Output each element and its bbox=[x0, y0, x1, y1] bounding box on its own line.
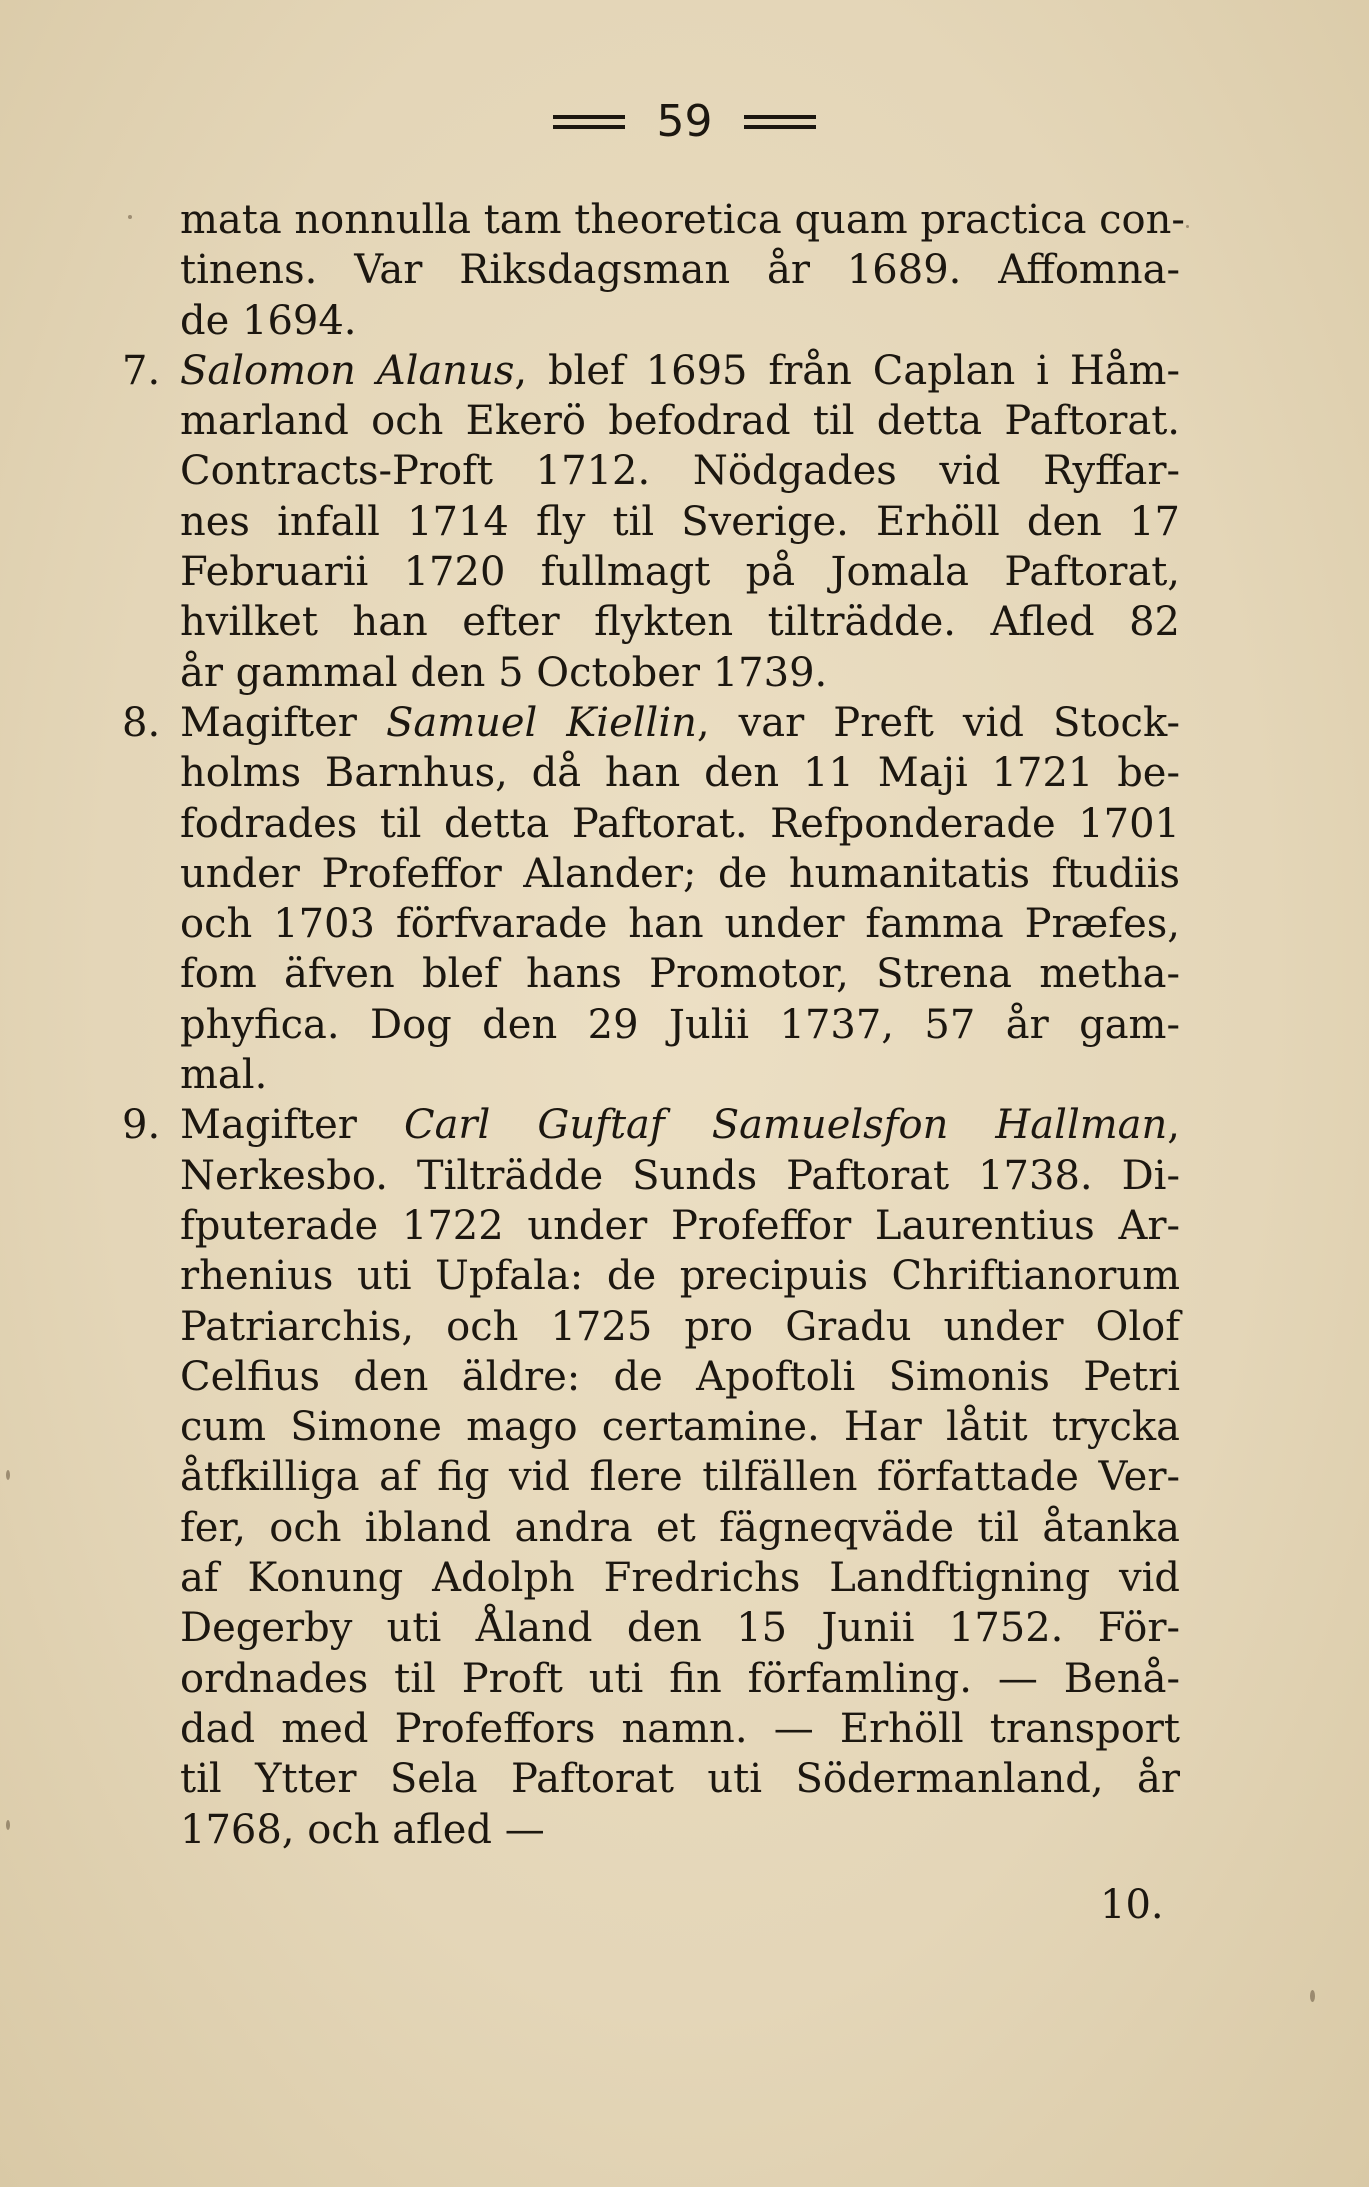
text-line: fom äfven blef hans Promotor, Strena metha- bbox=[180, 951, 1180, 998]
text-line: fodrades til detta Paftorat. Refponderade 1701 bbox=[180, 800, 1180, 847]
paper-speck bbox=[6, 1820, 10, 1830]
text-line: fputerade 1722 under Profeffor Laurentius Ar- bbox=[180, 1202, 1180, 1249]
person-name: Salomon Alanus bbox=[180, 347, 515, 394]
text-fragment: , bbox=[1167, 1102, 1180, 1149]
person-name: Carl Guftaf Samuelsfon Hallman bbox=[403, 1102, 1168, 1149]
body-text bbox=[122, 195, 1185, 1855]
text-line: år gammal den 5 October 1739. bbox=[180, 649, 828, 696]
text-line: Celfius den äldre: de Apoftoli Simonis Petri bbox=[180, 1353, 1180, 1400]
text-fragment: , var Preft vid Stock- bbox=[696, 699, 1180, 746]
text-line: til Ytter Sela Paftorat uti Södermanland, år bbox=[180, 1756, 1180, 1803]
text-line: Patriarchis, och 1725 pro Gradu under Olof bbox=[180, 1303, 1180, 1350]
text-line: de 1694. bbox=[180, 297, 357, 344]
paragraph-continuation bbox=[180, 195, 1185, 346]
text-line: Nerkesbo. Tilträdde Sunds Paftorat 1738. Di- bbox=[180, 1152, 1180, 1199]
entry-number: 9. bbox=[122, 1102, 161, 1149]
text-line: hvilket han efter flykten tilträdde. Afled 82 bbox=[180, 599, 1180, 646]
text-line: tinens. Var Riksdagsman år 1689. Affomna- bbox=[180, 247, 1180, 294]
entry-number: 8. bbox=[122, 699, 161, 746]
page-number: 59 bbox=[656, 96, 713, 147]
paper-speck bbox=[1310, 1990, 1315, 2002]
header-rule-right bbox=[744, 115, 816, 129]
text-line bbox=[122, 1100, 1180, 1150]
text-line: af Konung Adolph Fredrichs Landftigning vid bbox=[180, 1555, 1180, 1602]
entry-9 bbox=[122, 1100, 1180, 1854]
page-header bbox=[0, 92, 1369, 152]
text-line: rhenius uti Upfala: de precipuis Chriftianorum bbox=[180, 1253, 1180, 1300]
paper-speck bbox=[128, 215, 132, 219]
text-line bbox=[122, 698, 1180, 748]
text-line: marland och Ekerö befodrad til detta Paftorat. bbox=[180, 398, 1180, 445]
text-line bbox=[122, 346, 1180, 396]
text-line: Contracts-Proft 1712. Nödgades vid Ryffar- bbox=[180, 448, 1180, 495]
text-line: cum Simone mago certamine. Har låtit trycka bbox=[180, 1404, 1180, 1451]
entry-7 bbox=[122, 346, 1180, 698]
text-line: 1768, och afled — bbox=[180, 1806, 545, 1853]
text-fragment: , blef 1695 från Caplan i Håm- bbox=[514, 347, 1180, 394]
text-line: under Profeffor Alander; de humanitatis ftudiis bbox=[180, 850, 1180, 897]
text-line: åtfkilliga af fig vid flere tilfällen författade Ver- bbox=[180, 1454, 1180, 1501]
header-rule-left bbox=[553, 115, 625, 129]
text-line: och 1703 förfvarade han under famma Præfes, bbox=[180, 901, 1180, 948]
text-fragment: Magifter bbox=[180, 1102, 404, 1149]
text-line: Februarii 1720 fullmagt på Jomala Paftorat, bbox=[180, 549, 1180, 596]
text-line: mal. bbox=[180, 1052, 268, 1099]
text-line: nes infall 1714 fly til Sverige. Erhöll den 17 bbox=[180, 498, 1180, 545]
paper-speck bbox=[6, 1470, 10, 1480]
entry-number: 7. bbox=[122, 347, 161, 394]
person-name: Samuel Kiellin bbox=[385, 699, 697, 746]
text-fragment: Magifter bbox=[180, 699, 386, 746]
text-line: dad med Profeffors namn. — Erhöll transport bbox=[180, 1705, 1180, 1752]
catchword: 10. bbox=[1100, 1882, 1164, 1928]
text-line: Degerby uti Åland den 15 Junii 1752. För- bbox=[180, 1605, 1180, 1652]
text-line: fer, och ibland andra et fägneqväde til åtanka bbox=[180, 1504, 1180, 1551]
entry-8 bbox=[122, 698, 1180, 1100]
text-line: phyfica. Dog den 29 Julii 1737, 57 år gam- bbox=[180, 1001, 1180, 1048]
text-line: holms Barnhus, då han den 11 Maji 1721 be- bbox=[180, 750, 1180, 797]
text-line: ordnades til Proft uti fin förfamling. — Benå- bbox=[180, 1655, 1180, 1702]
paper-speck bbox=[1186, 225, 1189, 228]
text-line: mata nonnulla tam theoretica quam practica con- bbox=[180, 197, 1185, 243]
